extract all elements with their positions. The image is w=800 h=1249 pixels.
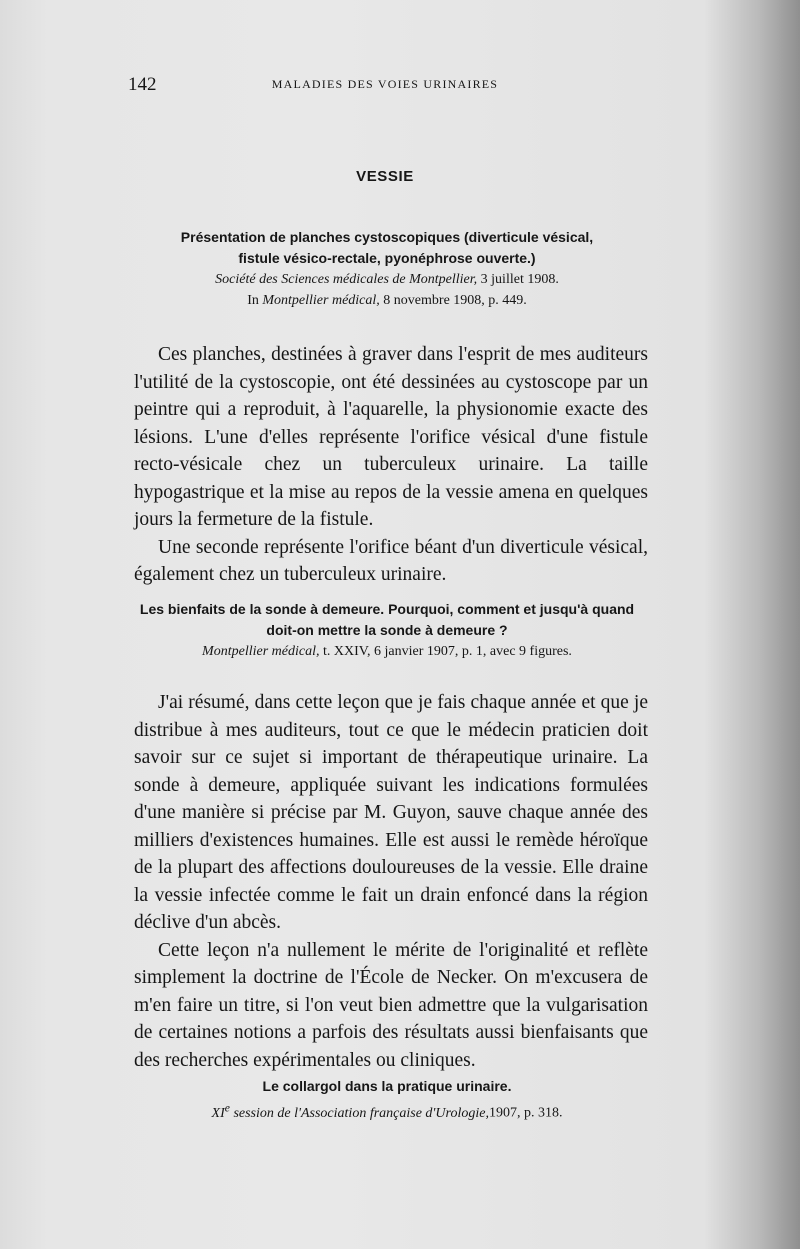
source-italic-text: session de l'Association française d'Urologie, bbox=[229, 1105, 489, 1121]
running-head bbox=[128, 74, 642, 98]
paragraph: J'ai résumé, dans cette leçon que je fais chaque année et que je distribue à mes auditeurs, tout ce que le médecin praticien doit savoir sur ce sujet si important de thérapeutique urinaire. La sonde à demeure, appliquée suivant les indications formulées d'une manière si précise par M. Guyon, sauve chaque année des milliers d'existences humaines. Elle est aussi le remède héroïque de la plupart des affections douloureuses de la vessie. Elle draine la vessie infectée comme le fait un drain enfoncé dans la région déclive d'un abcès. bbox=[134, 692, 648, 933]
section-title: VESSIE bbox=[356, 168, 414, 185]
article-title-line: Présentation de planches cystoscopiques (diverticule vésical, bbox=[180, 229, 594, 245]
source-roman: 8 novembre 1908, p. 449. bbox=[379, 293, 527, 308]
source-italic: Montpellier médical, bbox=[202, 644, 320, 659]
article-source-line bbox=[128, 641, 646, 662]
article-title-line: doit-on mettre la sonde à demeure ? bbox=[266, 622, 508, 638]
article-source-line bbox=[128, 269, 646, 290]
article-heading bbox=[128, 227, 646, 311]
paragraph: Cette leçon n'a nullement le mérite de l'originalité et reflète simplement la doctrine de l'École de Necker. On m'excusera de m'en faire un titre, si l'on veut bien admettre que la vulgarisation de certaines notions a parfois des résultats aussi bienfaisants que des recherches expérimentales ou cliniques. bbox=[134, 939, 648, 1071]
article-source-line bbox=[128, 290, 646, 311]
page-number: 142 bbox=[128, 74, 157, 95]
paragraph: Ces planches, destinées à graver dans l'esprit de mes auditeurs l'utilité de la cystoscopie, ont été dessinées au cystoscope par un peintre qui a reproduit, à l'aquarelle, la physionomie exacte des lésions. L'une d'elles représente l'orifice vésical d'une fistule recto-vésicale chez un tuberculeux urinaire. La taille hypogastrique et la mise au repos de la vessie amena en quelques jours la fermeture de la fistule. bbox=[134, 344, 648, 530]
article-heading bbox=[128, 1076, 646, 1124]
article-body bbox=[134, 689, 648, 1074]
article-title-line: fistule vésico-rectale, pyonéphrose ouverte.) bbox=[238, 250, 536, 266]
source-roman: 1907, p. 318. bbox=[488, 1105, 563, 1121]
source-italic bbox=[211, 1101, 489, 1121]
article-title-line: Le collargol dans la pratique urinaire. bbox=[262, 1078, 512, 1094]
source-italic: Société des Sciences médicales de Montpellier, bbox=[215, 272, 478, 287]
article-title-line: Les bienfaits de la sonde à demeure. Pourquoi, comment et jusqu'à quand bbox=[139, 601, 635, 617]
source-italic: Montpellier médical, bbox=[262, 293, 380, 308]
article-heading bbox=[128, 599, 646, 662]
source-roman: t. XXIV, 6 janvier 1907, p. 1, avec 9 figures. bbox=[319, 644, 572, 659]
paragraph: Une seconde représente l'orifice béant d'un diverticule vésical, également chez un tuberculeux urinaire. bbox=[134, 536, 648, 585]
running-title: MALADIES DES VOIES URINAIRES bbox=[271, 77, 499, 91]
article-source-line bbox=[128, 1097, 646, 1124]
source-roman-pre: In bbox=[247, 293, 263, 308]
ordinal-superscript: e bbox=[224, 1101, 230, 1114]
article-body bbox=[134, 341, 648, 589]
session-numeral: XI bbox=[211, 1105, 225, 1121]
source-roman: 3 juillet 1908. bbox=[477, 272, 559, 287]
